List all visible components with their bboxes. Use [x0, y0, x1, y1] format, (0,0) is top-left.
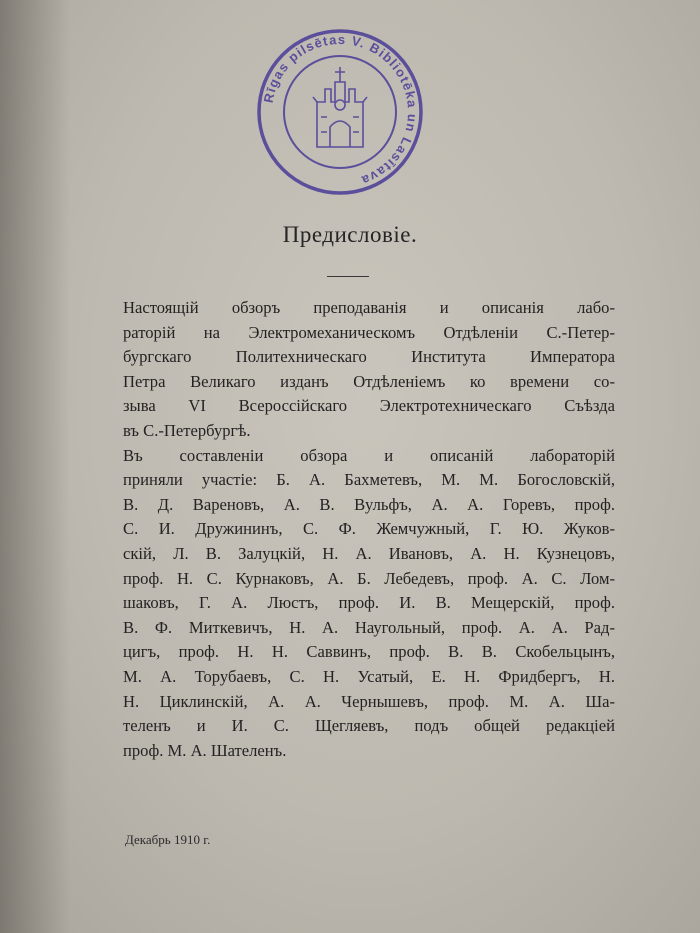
- text-line: проф. М. А. Шателенъ.: [123, 740, 287, 760]
- library-stamp: [255, 27, 425, 197]
- date-line: Декабрь 1910 г.: [125, 832, 211, 847]
- text-line: Н. Циклинскій, А. А. Чернышевъ, проф. М. А. Ша-: [123, 691, 615, 711]
- paragraph-1: [123, 296, 615, 444]
- text-line: В. Ф. Миткевичъ, Н. А. Наугольный, проф. А. А. Рад-: [123, 617, 615, 637]
- text-line: бургскаго Политехническаго Института Императора: [123, 347, 615, 367]
- page-title: Предисловіе.: [282, 222, 418, 247]
- paragraph-2: [123, 444, 615, 764]
- text-line: Петра Великаго изданъ Отдѣленіемъ ко времени со-: [123, 371, 615, 391]
- title-divider: [327, 276, 369, 277]
- text-line: въ С.-Петербургѣ.: [123, 420, 251, 440]
- text-line: шаковъ, Г. А. Люстъ, проф. И. В. Мещерскій, проф.: [123, 593, 615, 613]
- text-line: С. И. Дружининъ, С. Ф. Жемчужный, Г. Ю. Жуков-: [123, 519, 615, 539]
- text-line: скій, Л. В. Залуцкій, Н. А. Ивановъ, А. Н. Кузнецовъ,: [123, 543, 615, 563]
- text-line: теленъ и И. С. Щегляевъ, подъ общей редакціей: [123, 716, 615, 736]
- text-line: цигъ, проф. Н. Н. Саввинъ, проф. В. В. Скобельцынъ,: [123, 642, 615, 662]
- text-line: раторій на Электромеханическомъ Отдѣленіи С.-Петер-: [123, 322, 615, 342]
- preface-body: [123, 296, 615, 763]
- text-line: проф. Н. С. Курнаковъ, А. Б. Лебедевъ, проф. А. С. Лом-: [123, 568, 615, 588]
- text-line: М. А. Торубаевъ, С. Н. Усатый, Е. Н. Фридбергъ, Н.: [123, 666, 615, 686]
- text-line: Настоящій обзоръ преподаванія и описанія лабо-: [123, 298, 615, 317]
- text-line: В. Д. Вареновъ, А. В. Вульфъ, А. А. Горевъ, проф.: [123, 494, 615, 514]
- text-line: зыва VI Всероссійскаго Электротехническаго Съѣзда: [123, 396, 615, 416]
- castle-emblem-icon: [313, 67, 367, 147]
- stamp-text: Rīgas pilsētas V. Bibliotēka un Lasītava: [260, 31, 421, 189]
- text-line: Въ составленіи обзора и описаній лабораторій: [123, 445, 615, 465]
- text-line: приняли участіе: Б. А. Бахметевъ, М. М. Богословскій,: [123, 470, 615, 490]
- page-shadow: [0, 0, 70, 933]
